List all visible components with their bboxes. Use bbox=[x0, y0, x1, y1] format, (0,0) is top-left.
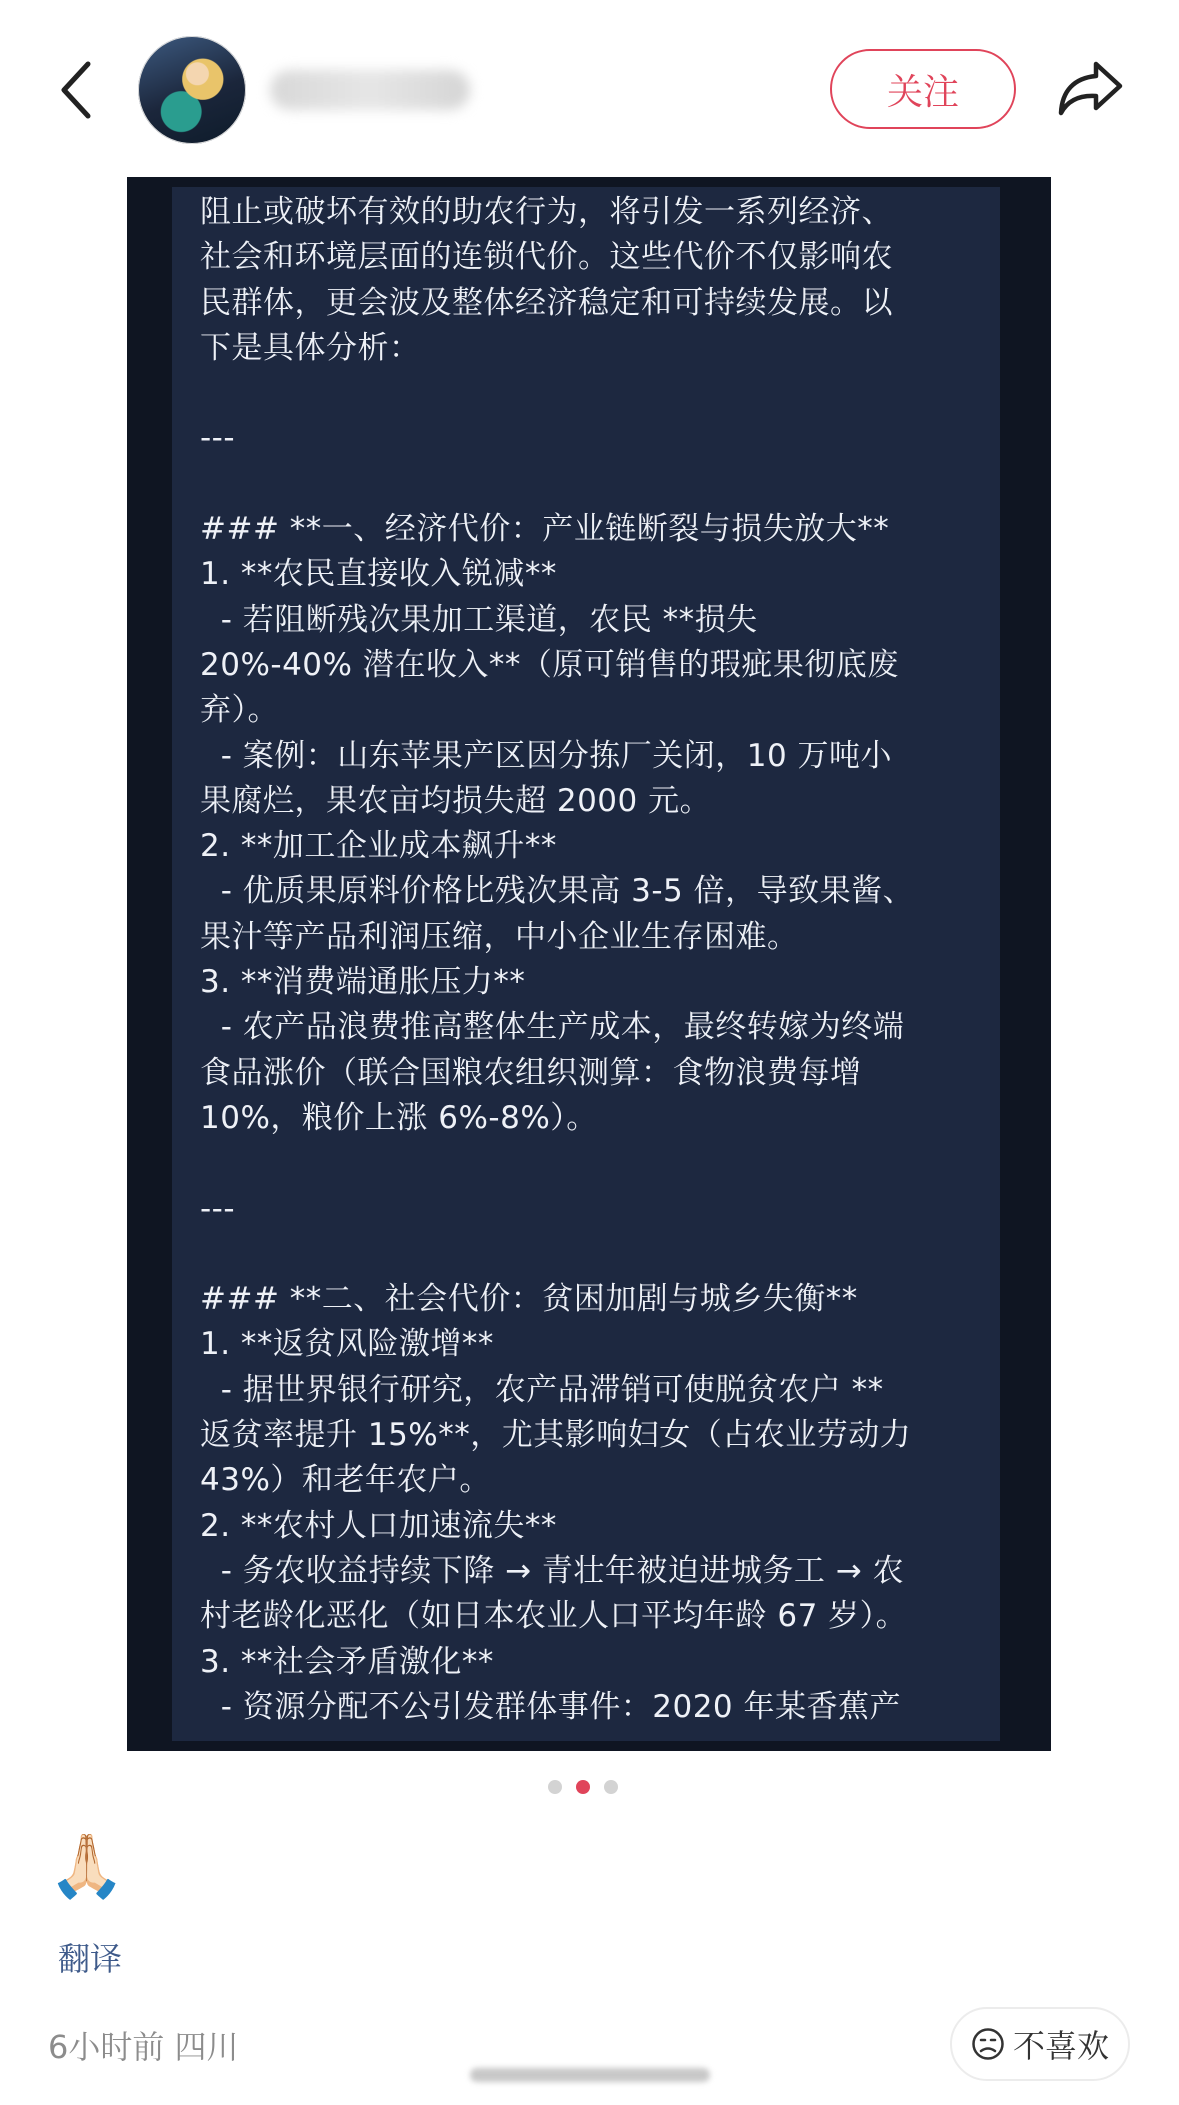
share-arrow-icon bbox=[1056, 58, 1126, 118]
image-pagination[interactable] bbox=[548, 1780, 618, 1794]
sad-face-icon bbox=[971, 2027, 1005, 2061]
doc-line: --- bbox=[200, 420, 236, 457]
doc-line: ### **一、经济代价：产业链断裂与损失放大** bbox=[200, 511, 890, 548]
translate-link[interactable]: 翻译 bbox=[58, 1940, 123, 1978]
doc-line: - 务农收益持续下降 → 青壮年被迫进城务工 → 农 bbox=[200, 1552, 905, 1589]
doc-line bbox=[200, 1232, 990, 1277]
doc-line: - 案例：山东苹果产区因分拣厂关闭，10 万吨小 bbox=[200, 737, 893, 774]
doc-line: 食品涨价（联合国粮农组织测算：食物浪费每增 bbox=[200, 1054, 862, 1091]
doc-line: 返贫率提升 15%**，尤其影响妇女（占农业劳动力 bbox=[200, 1417, 912, 1454]
doc-line: --- bbox=[200, 1190, 236, 1227]
doc-line: 3. **社会矛盾激化** bbox=[200, 1643, 494, 1680]
post-emoji: 🙏🏻 bbox=[48, 1829, 126, 1902]
doc-line: 2. **加工企业成本飙升** bbox=[200, 828, 557, 865]
doc-line: 果汁等产品利润压缩，中小企业生存困难。 bbox=[200, 918, 799, 955]
doc-line: 果腐烂，果农亩均损失超 2000 元。 bbox=[200, 782, 712, 819]
username[interactable] bbox=[270, 70, 470, 110]
dislike-button[interactable] bbox=[950, 2007, 1130, 2081]
doc-line bbox=[200, 1141, 990, 1186]
doc-line: 村老龄化恶化（如日本农业人口平均年龄 67 岁）。 bbox=[200, 1598, 908, 1635]
post-image-text bbox=[200, 190, 990, 1730]
follow-button[interactable]: 关注 bbox=[830, 49, 1016, 129]
doc-line: - 资源分配不公引发群体事件：2020 年某香蕉产 bbox=[200, 1688, 901, 1725]
doc-line: 2. **农村人口加速流失** bbox=[200, 1507, 557, 1544]
doc-line: 1. **返贫风险激增** bbox=[200, 1326, 494, 1363]
avatar[interactable] bbox=[138, 36, 246, 144]
doc-line: 阻止或破坏有效的助农行为，将引发一系列经济、 bbox=[200, 194, 893, 230]
doc-line: 社会和环境层面的连锁代价。这些代价不仅影响农 bbox=[200, 239, 893, 276]
doc-line: 10%，粮价上涨 6%-8%）。 bbox=[200, 1099, 598, 1136]
doc-line: 43%）和老年农户。 bbox=[200, 1462, 491, 1499]
doc-line: 20%-40% 潜在收入**（原可销售的瑕疵果彻底废 bbox=[200, 646, 899, 683]
doc-line: ### **二、社会代价：贫困加剧与城乡失衡** bbox=[200, 1281, 858, 1318]
doc-line: 1. **农民直接收入锐减** bbox=[200, 556, 557, 593]
doc-line: - 农产品浪费推高整体生产成本，最终转嫁为终端 bbox=[200, 1009, 905, 1046]
doc-line: 下是具体分析： bbox=[200, 329, 421, 366]
doc-line: - 优质果原料价格比残次果高 3-5 倍，导致果酱、 bbox=[200, 873, 915, 910]
home-indicator[interactable] bbox=[470, 2068, 710, 2082]
doc-line bbox=[200, 462, 990, 507]
chevron-left-icon bbox=[58, 60, 92, 120]
doc-line: - 若阻断残次果加工渠道，农民 **损失 bbox=[200, 601, 758, 638]
post-meta: 6小时前 四川 bbox=[48, 2028, 239, 2066]
doc-line: 弃）。 bbox=[200, 692, 279, 729]
back-button[interactable] bbox=[50, 58, 100, 122]
dislike-label: 不喜欢 bbox=[1012, 2027, 1109, 2065]
pagination-dot[interactable] bbox=[548, 1780, 562, 1794]
share-button[interactable] bbox=[1055, 52, 1127, 124]
pagination-dot[interactable] bbox=[576, 1780, 590, 1794]
pagination-dot[interactable] bbox=[604, 1780, 618, 1794]
doc-line: 民群体，更会波及整体经济稳定和可持续发展。以 bbox=[200, 284, 893, 321]
doc-line bbox=[200, 371, 990, 416]
doc-line: 3. **消费端通胀压力** bbox=[200, 964, 526, 1001]
doc-line: - 据世界银行研究，农产品滞销可使脱贫农户 ** bbox=[200, 1371, 884, 1408]
